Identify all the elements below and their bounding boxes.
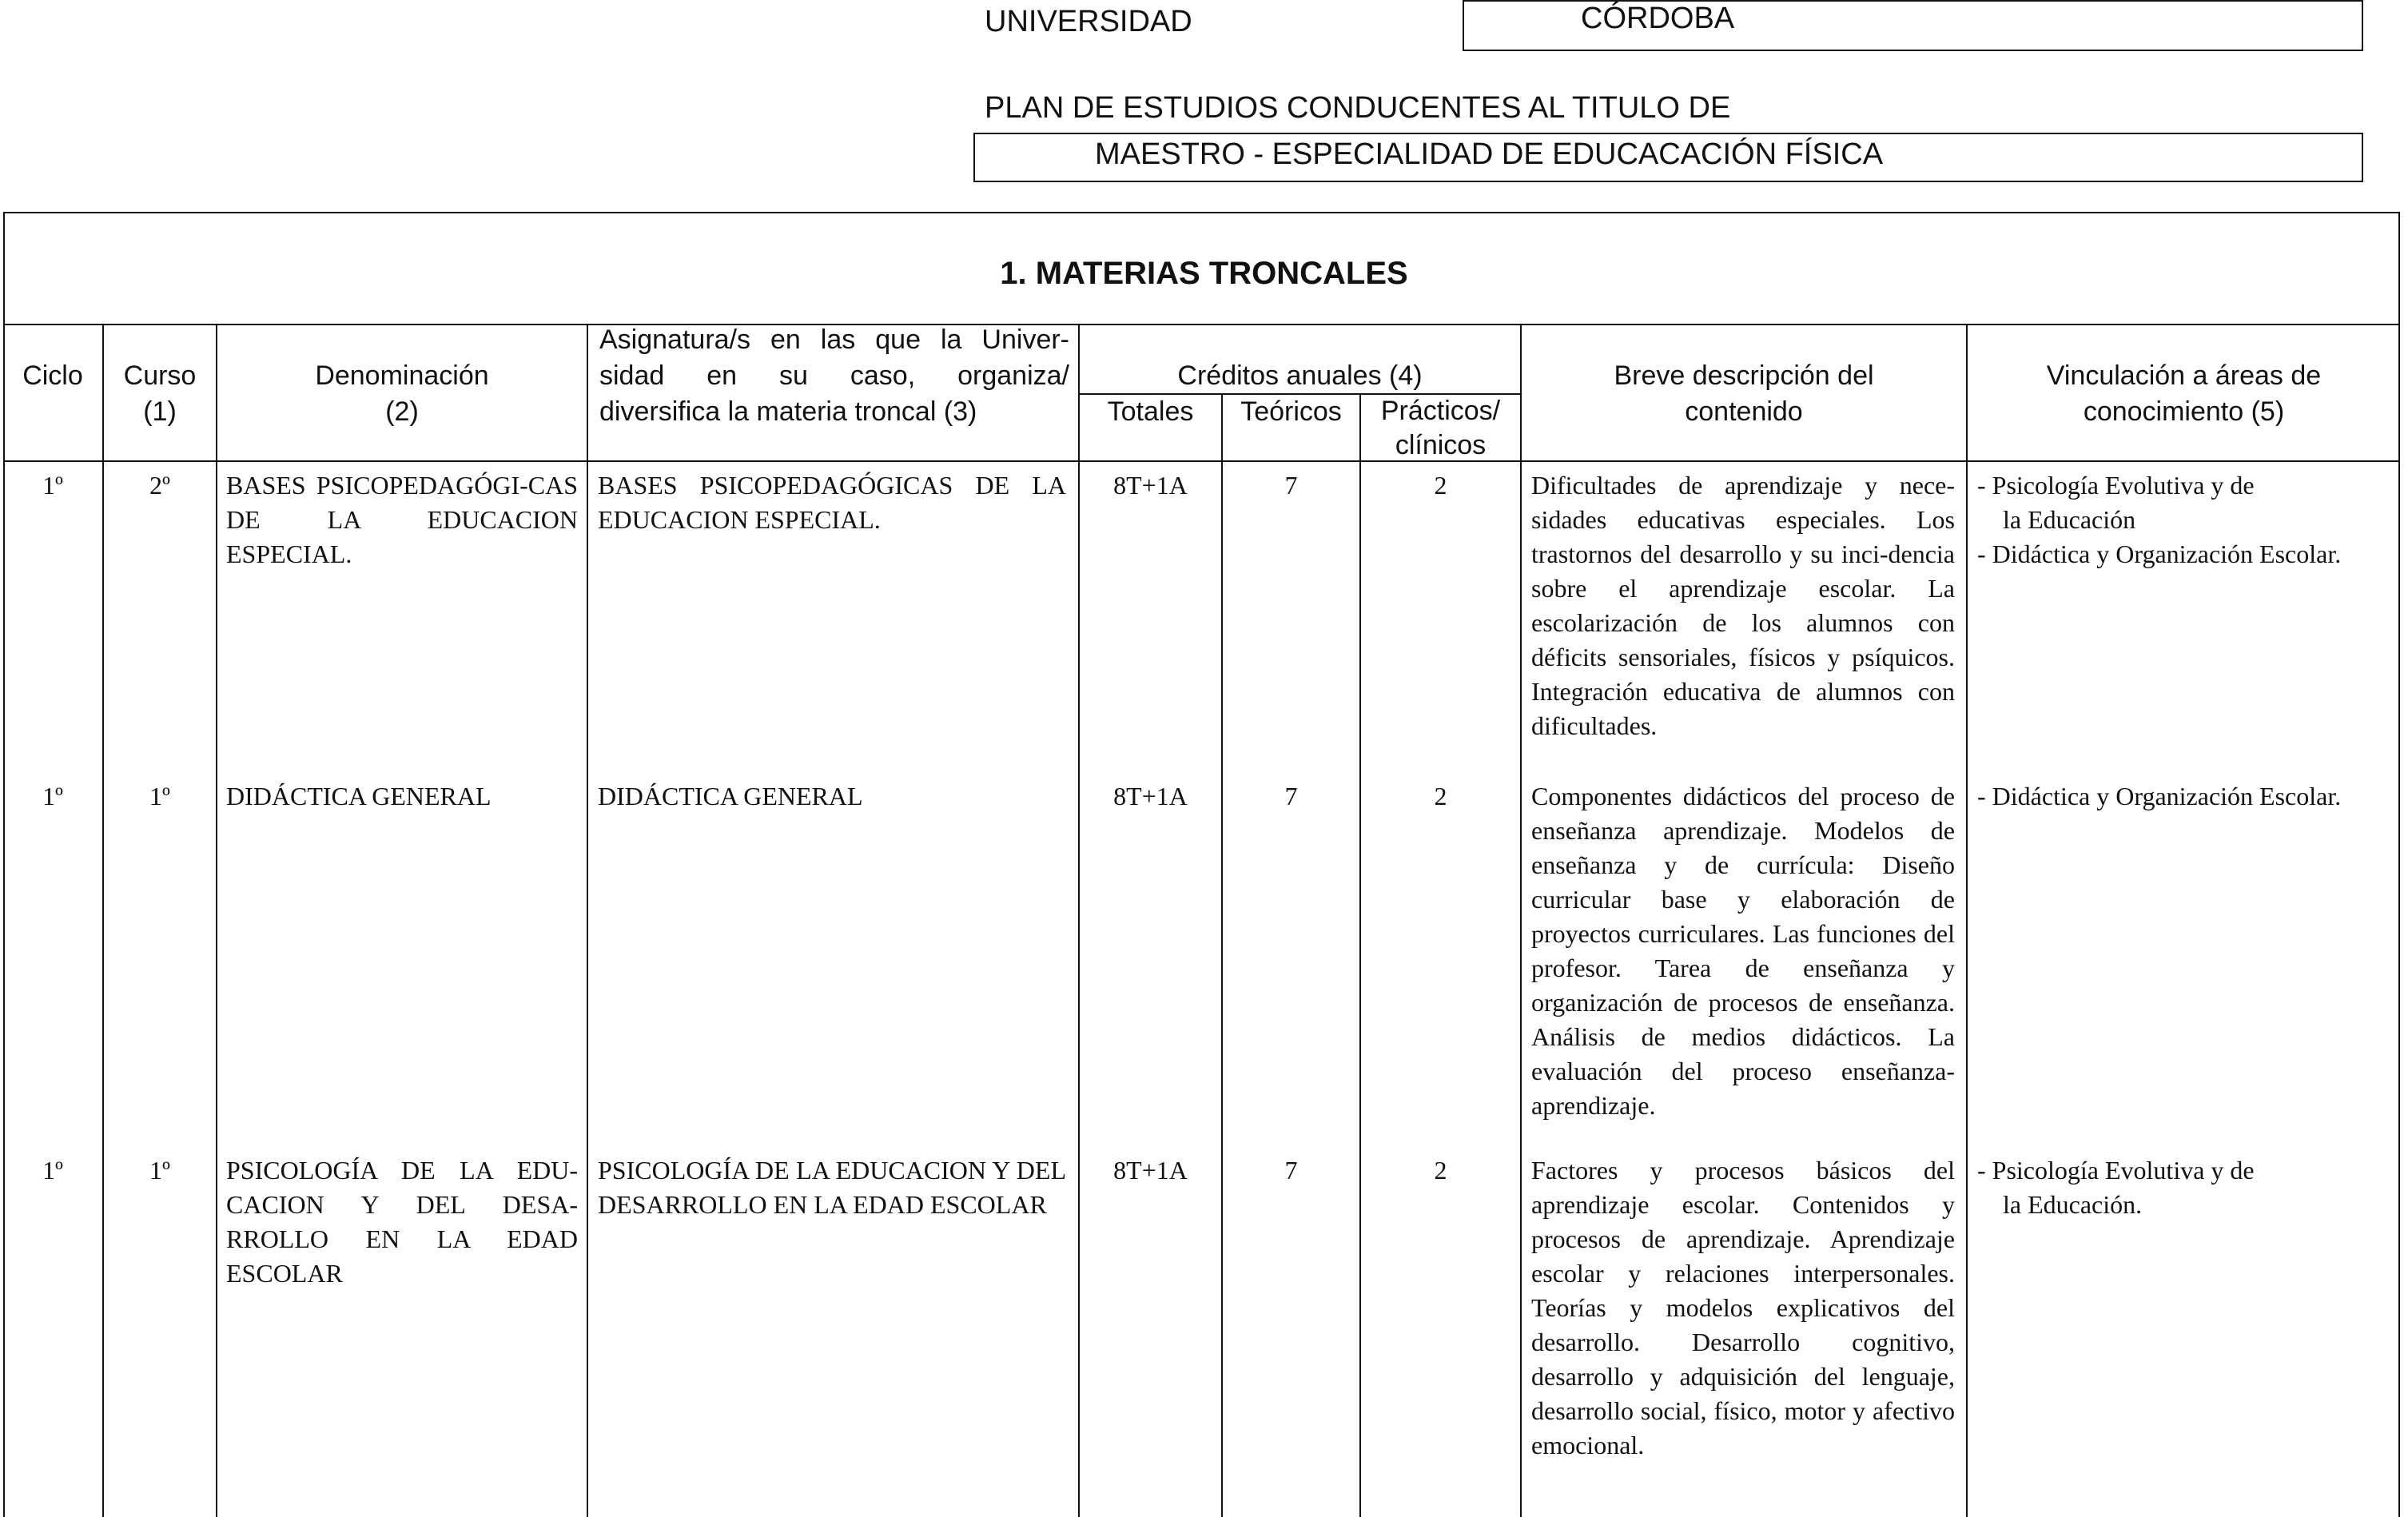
row3-curso: 1º xyxy=(149,1156,170,1185)
row3-asignatura: PSICOLOGÍA DE LA EDUCACION Y DEL DESARROLLO EN LA EDAD ESCOLAR xyxy=(598,1156,1066,1219)
titulo-value: MAESTRO - ESPECIALIDAD DE EDUCACACIÓN FÍSICA xyxy=(1095,137,1884,171)
row1-asignatura: BASES PSICOPEDAGÓGICAS DE LA EDUCACION ESPECIAL. xyxy=(598,471,1066,534)
row2-descripcion: Componentes didácticos del proceso de enseñanza aprendizaje. Modelos de enseñanza y de currícula: Diseño curricular base y elaboración de proyectos curriculares. Las funciones del profesor. Tarea de enseñanza y organización de procesos de enseñanza. Análisis de medios didácticos. La evaluación del proceso enseñanza-aprendizaje. xyxy=(1531,782,1955,1120)
universidad-label: UNIVERSIDAD xyxy=(985,5,1192,38)
col-divider xyxy=(1966,324,1968,1517)
universidad-value: CÓRDOBA xyxy=(1581,2,1735,35)
col-header-vinculacion: Vinculación a áreas de conocimiento (5) xyxy=(2046,360,2322,427)
row2-teoricos: 7 xyxy=(1284,782,1298,810)
row3-vinculacion: - Psicología Evolutiva y de la Educación. xyxy=(1977,1156,2255,1219)
row2-curso: 1º xyxy=(149,782,170,810)
col-divider xyxy=(1520,324,1522,1517)
row3-totales: 8T+1A xyxy=(1113,1156,1188,1185)
universidad-box xyxy=(1463,0,2363,51)
col-header-denominacion: Denominación (2) xyxy=(315,360,489,427)
title-divider xyxy=(3,324,2400,325)
section-title: 1. MATERIAS TRONCALES xyxy=(1000,256,1408,291)
col-header-ciclo: Ciclo xyxy=(22,360,83,391)
row3-denominacion: PSICOLOGÍA DE LA EDU-CACION Y DEL DESA-RROLLO EN LA EDAD ESCOLAR xyxy=(226,1156,578,1288)
row3-practicos: 2 xyxy=(1434,1156,1447,1185)
col-header-descripcion: Breve descripción del contenido xyxy=(1614,360,1874,427)
row2-totales: 8T+1A xyxy=(1113,782,1188,810)
col-header-asignaturas: Asignatura/s en las que la Univer- sidad en su caso, organiza/ diversifica la materia troncal (3) xyxy=(599,325,1069,427)
row1-ciclo: 1º xyxy=(42,471,63,500)
row1-practicos: 2 xyxy=(1434,471,1447,500)
row2-vinculacion: - Didáctica y Organización Escolar. xyxy=(1977,782,2342,810)
row1-vinculacion: - Psicología Evolutiva y de la Educación - Didáctica y Organización Escolar. xyxy=(1977,471,2342,568)
col-divider xyxy=(1359,393,1361,1517)
row3-ciclo: 1º xyxy=(42,1156,63,1185)
row2-ciclo: 1º xyxy=(42,782,63,810)
col-divider xyxy=(1221,393,1223,1517)
row2-practicos: 2 xyxy=(1434,782,1447,810)
row3-descripcion: Factores y procesos básicos del aprendizaje escolar. Contenidos y procesos de aprendizaje. Aprendizaje escolar y relaciones interpersonales. Teorías y modelos explicativos del desarrollo. Desarrollo cognitivo, desarrollo y adquisición del lenguaje, desarrollo social, físico, motor y afectivo emocional. xyxy=(1531,1156,1955,1459)
row1-curso: 2º xyxy=(149,471,170,500)
row1-denominacion: BASES PSICOPEDAGÓGI-CAS DE LA EDUCACION ESPECIAL. xyxy=(226,471,578,568)
col-header-totales: Totales xyxy=(1107,396,1194,427)
row1-totales: 8T+1A xyxy=(1113,471,1188,500)
col-header-teoricos: Teóricos xyxy=(1240,396,1342,427)
col-header-curso: Curso (1) xyxy=(123,360,197,427)
row1-teoricos: 7 xyxy=(1284,471,1298,500)
row3-teoricos: 7 xyxy=(1284,1156,1298,1185)
col-divider xyxy=(216,324,217,1517)
col-divider xyxy=(587,324,588,1517)
titulo-box xyxy=(973,133,2363,182)
row1-descripcion: Dificultades de aprendizaje y nece-sidades educativas especiales. Los trastornos del desarrollo y su inci-dencia sobre el aprendizaje escolar. La escolarización de los alumnos con déficits sensoriales, físicos y psíquicos. Integración educativa de alumnos con dificultades. xyxy=(1531,471,1955,740)
row2-denominacion: DIDÁCTICA GENERAL xyxy=(226,782,492,810)
plan-label: PLAN DE ESTUDIOS CONDUCENTES AL TITULO DE xyxy=(985,91,1731,125)
col-header-practicos: Prácticos/ clínicos xyxy=(1380,396,1501,460)
header-divider xyxy=(3,460,2400,462)
row2-asignatura: DIDÁCTICA GENERAL xyxy=(598,782,863,810)
col-header-creditos: Créditos anuales (4) xyxy=(1177,360,1423,391)
